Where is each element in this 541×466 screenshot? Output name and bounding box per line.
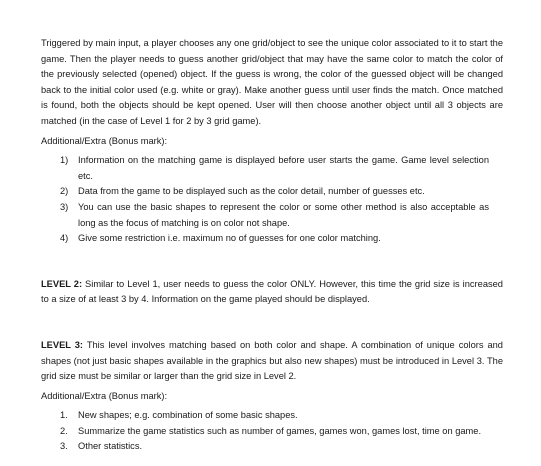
list-item-number: 3) [60,201,69,212]
list-item-text: Information on the matching game is displayed before user starts the game. Game level selection etc. [78,155,489,181]
document-page [41,36,503,455]
level3-bonus-list [41,408,503,455]
list-item [41,200,503,231]
list-item-number: 4) [60,233,69,244]
list-item-number: 2. [60,425,68,436]
list-item [41,408,503,424]
list-item [41,153,503,184]
list-item-number: 1. [60,410,68,421]
level3-section [41,338,503,385]
list-item-text: Summarize the game statistics such as number of games, games won, games lost, time on game. [78,425,482,436]
list-item-number: 3. [60,441,68,452]
list-item-number: 2) [60,186,69,197]
list-item-number: 1) [60,155,69,166]
list-item-text: You can use the basic shapes to represent the color or some other method is also acceptable as long as the focus of matching is on color not shape. [78,201,489,228]
list-item-text: Data from the game to be displayed such as the color detail, number of guesses etc. [78,186,425,197]
level3-description: This level involves matching based on both color and shape. A combination of unique colors and shapes (not just basic shapes available in the graphics but also new shapes) must be introduced in Level 3. The grid size must be similar or larger than the grid size in Level 2. [41,339,503,382]
level2-label: LEVEL 2: [41,278,83,289]
list-item [41,231,503,247]
list-item-text: Give some restriction i.e. maximum no of guesses for one color matching. [78,233,381,244]
level1-description: Triggered by main input, a player chooses any one grid/object to see the unique color associated to it to start the game. Then the player needs to guess another grid/object that may have the same color to match the color of the previously selected (opened) object. If the guess is wrong, the color of the guessed object will be changed back to the initial color used (e.g. white or gray). Make another guess until user finds the match. Once matched is found, both the objects should be kept opened. User will then choose another object until all 3 objects are matched (in the case of Level 1 for 2 by 3 grid game). [41,38,503,126]
level3-label: LEVEL 3: [41,339,84,350]
level2-section [41,277,503,308]
level2-description: Similar to Level 1, user needs to guess the color ONLY. However, this time the grid size is increased to a size of at least 3 by 4. Information on the game played should be displayed. [41,278,503,305]
level3-bonus-heading: Additional/Extra (Bonus mark): [41,390,168,401]
list-item-text: Other statistics. [78,441,143,452]
list-item [41,439,503,455]
list-item [41,184,503,200]
list-item [41,424,503,440]
list-item-text: New shapes; e.g. combination of some basic shapes. [78,410,298,421]
level1-bonus-list [41,153,503,247]
level1-bonus-heading: Additional/Extra (Bonus mark): [41,135,168,146]
